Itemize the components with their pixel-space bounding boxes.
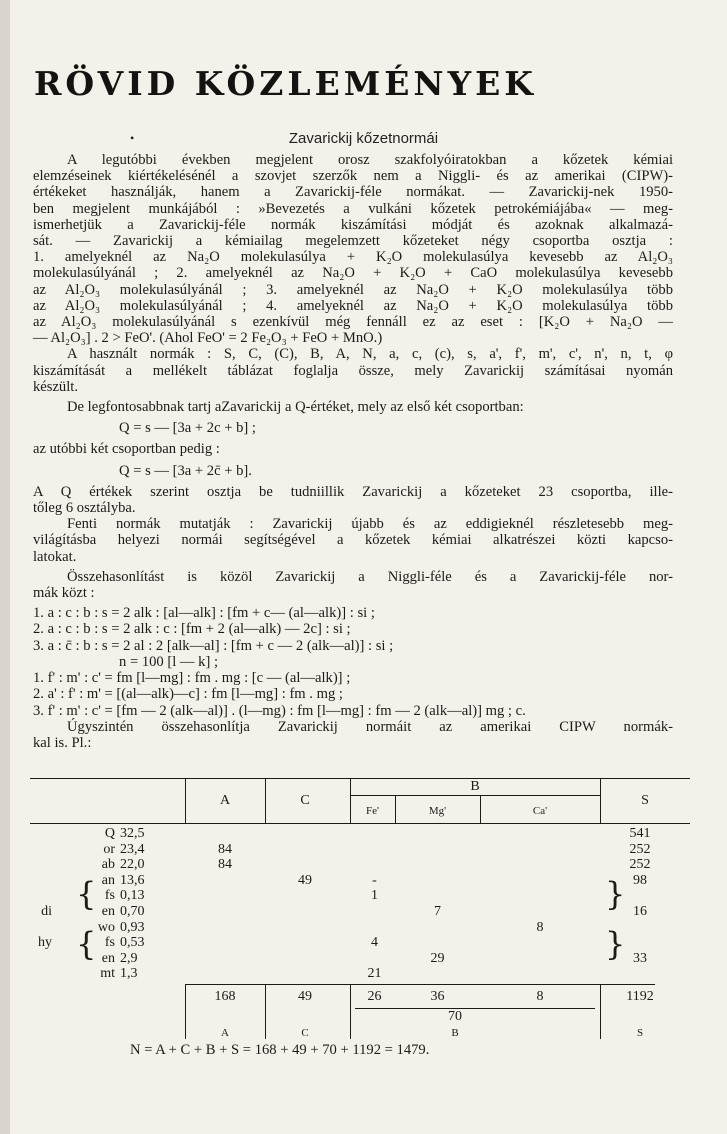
- text-line: készült.: [33, 378, 78, 395]
- table-cell-value: 23,4: [120, 841, 145, 857]
- paragraph-q-values: [33, 484, 673, 516]
- article-title: Zavarickij kőzetnormái: [288, 130, 439, 147]
- table-cell-label: ab: [101, 857, 115, 873]
- text-line: értékeket használják, hanem a Zavarickij-féle normákat. — Zavarickij-nek 1950-: [33, 184, 673, 201]
- text-line: kal is. Pl.:: [33, 734, 92, 751]
- total-fe: 26: [367, 989, 382, 1004]
- text-line: A legutóbbi években megjelent orosz szakfolyóiratokban a kőzetek kémiai: [67, 152, 673, 168]
- text-line: kiszámítását a mellékelt táblázat foglalja össze, mely Zavarickij számításai nyomán: [33, 362, 673, 379]
- header-a: A: [219, 793, 231, 808]
- footer-b: B: [451, 1027, 459, 1039]
- footer-s: S: [636, 1027, 644, 1039]
- table-cell-c: 49: [298, 872, 312, 888]
- text-line: Fenti normák mutatják : Zavarickij újabb és az eddigieknél részletesebb meg-: [67, 516, 673, 533]
- text-line: elemzéseinek kiértékelésénél a szovjet szerzők nem a Niggli- és az amerikai (CIPW)-: [33, 168, 673, 185]
- total-mg: 36: [430, 989, 445, 1004]
- header-mg: Mg': [428, 805, 447, 817]
- table-cell-label: fs: [104, 935, 115, 951]
- text-line: tőleg 6 osztályba.: [33, 500, 136, 517]
- table-cell-s: 16: [633, 904, 647, 919]
- ratio-line: 3. a : c̄ : b : s = 2 al : 2 [alk—al] : [fm + c — 2 (alk—al)] : si ;: [33, 637, 394, 654]
- footer-c: C: [301, 1027, 309, 1039]
- section-heading: RÖVID KÖZLEMÉNYEK: [34, 64, 537, 103]
- equation-q2: Q = s — [3a + 2c̄ + b].: [119, 462, 252, 479]
- article-body: [33, 152, 673, 751]
- table-cell-label: wo: [97, 919, 115, 935]
- table-cell-label: an: [101, 872, 115, 888]
- table-cell-label: mt: [100, 966, 115, 982]
- bullet-mark: •: [130, 131, 135, 145]
- text-line: Összehasonlítást is közöl Zavarickij a Niggli-féle és a Zavarickij-féle nor-: [67, 568, 673, 585]
- text-line: ben megjelent munkájából : »Bevezetés a vulkáni kőzetek petrokémiájába« — meg-: [33, 200, 673, 217]
- header-fe: Fe': [366, 805, 379, 817]
- brace-di: {: [76, 875, 97, 913]
- ratio-line: 1. a : c : b : s = 2 alk : [al—alk] : [fm + c— (al—alk)] : si ;: [33, 605, 375, 622]
- text-line: A használt normák : S, C, (C), B, A, N, a, c, (c), s, a', f', m', c', n', n, t, φ: [67, 346, 673, 363]
- text-line: Úgyszintén összehasonlítja Zavarickij normáit az amerikai CIPW normák-: [67, 718, 673, 735]
- table-cell-a: 84: [218, 857, 232, 873]
- equation-q1: Q = s — [3a + 2c + b] ;: [119, 420, 256, 437]
- prime-ratio-line: 3. f' : m' : c' = [fm — 2 (alk—al)] . (l—mg) : fm [l—mg] : fm — 2 (alk—al)] mg ; c.: [33, 702, 526, 719]
- brace-hy: {: [76, 925, 97, 963]
- brace-s-hy: }: [605, 925, 626, 963]
- header-ca: Ca': [532, 805, 548, 817]
- table-cell-value: 13,6: [120, 872, 145, 888]
- prime-ratio-line: 2. a' : f' : m' = [(al—alk)—c] : fm [l—mg] : fm . mg ;: [33, 686, 343, 703]
- table-cell-value: 0,93: [120, 919, 145, 935]
- paragraph-cipw: [33, 719, 673, 751]
- table-cell-fe: -: [372, 872, 377, 888]
- table-cell-s: 252: [629, 841, 651, 857]
- table-cell-label: en: [101, 950, 115, 966]
- table-cell-value: 22,0: [120, 857, 145, 873]
- table-cell-label: en: [101, 904, 115, 919]
- table-cell-s: 98: [633, 872, 647, 888]
- prime-ratio-line: 1. f' : m' : c' = fm [l—mg] : fm . mg : [c — (al—alk)] ;: [33, 670, 351, 687]
- table-cell-label: Q: [104, 826, 115, 841]
- text-line: 1. amelyeknél az Na₂O molekulasúlya + K₂O molekulasúlya kevesebb az Al₂O₃: [33, 249, 673, 266]
- text-line: De legfontosabbnak tartj aZavarickij a Q-értéket, mely az első két csoportban:: [67, 399, 524, 416]
- table-cell-fe: 21: [367, 966, 382, 982]
- paragraph-norms: [33, 346, 673, 395]
- text-line: az Al₂O₃ molekulasúlyánál ; 4. amelyeknél az Na₂O + K₂O molekulasúlya több: [33, 297, 673, 314]
- table-cell-group: hy: [38, 935, 52, 951]
- brace-s-di: }: [605, 875, 626, 913]
- table-cell-s: 33: [633, 950, 647, 966]
- text-line: ismerhetjük a Zavarickij-féle normák kiszámítási módját és azoknak alkalmazá-: [33, 216, 673, 233]
- footer-a: A: [221, 1027, 229, 1039]
- summation-formula: N = A + C + B + S = 168 + 49 + 70 + 1192 = 1479.: [130, 1042, 430, 1058]
- text-line: az Al₂O₃ molekulasúlyánál s ezenkívül még fennáll ez az eset : [K₂O + Na₂O —: [33, 314, 673, 331]
- total-a: 168: [214, 989, 236, 1004]
- n-equation: n = 100 [l — k] ;: [119, 653, 219, 670]
- table-cell-ca: 8: [536, 919, 544, 935]
- table-cell-s: 541: [629, 826, 651, 841]
- total-b: 70: [448, 1009, 462, 1024]
- paragraph-comparison: [33, 569, 673, 601]
- table-cell-mg: 29: [430, 950, 445, 966]
- total-ca: 8: [536, 989, 544, 1004]
- table-cell-fe: 4: [371, 935, 378, 951]
- table-cell-mg: 7: [434, 904, 441, 919]
- text-line: molekulasúlyánál ; 2. amelyeknél az Na₂O + K₂O + CaO molekulasúlya kevesebb: [33, 265, 673, 282]
- table-cell-a: 84: [218, 841, 232, 857]
- norm-table: [30, 778, 690, 1068]
- table-cell-value: 32,5: [120, 826, 145, 841]
- total-s: 1192: [626, 989, 654, 1004]
- text-line: sát. — Zavarickij a kémiailag megelemzett kőzeteket négy csoportba osztja :: [33, 233, 673, 250]
- header-c: C: [300, 793, 310, 808]
- header-b: B: [470, 779, 480, 794]
- table-cell-label: fs: [104, 888, 115, 904]
- paragraph-intro: [33, 152, 673, 346]
- table-cell-group: di: [41, 904, 52, 919]
- table-cell-label: or: [103, 841, 115, 857]
- ratio-line: 2. a : c : b : s = 2 alk : c : [fm + 2 (al—alk) — 2c] : si ;: [33, 621, 351, 638]
- table-cell-value: 1,3: [120, 966, 138, 982]
- table-cell-value: 0,53: [120, 935, 145, 951]
- text-line: világításba helyezi normái segítségével a kőzetek kémiai alkatrészei közti kapcso-: [33, 532, 673, 549]
- page-edge: [0, 0, 10, 1134]
- text-line: az Al₂O₃ molekulasúlyánál ; 3. amelyeknél az Na₂O + K₂O molekulasúlya több: [33, 281, 673, 298]
- table-cell-s: 252: [629, 857, 651, 873]
- paragraph-conclusion: [33, 516, 673, 565]
- total-c: 49: [298, 989, 312, 1004]
- table-cell-value: 2,9: [120, 950, 138, 966]
- table-cell-value: 0,70: [120, 904, 145, 919]
- table-cell-value: 0,13: [120, 888, 145, 904]
- text-line: mák közt :: [33, 585, 95, 602]
- table-cell-fe: 1: [371, 888, 378, 904]
- text-line: — Al₂O₃] . 2 > FeO'. (Ahol FeO' = 2 Fe₂O₃ + FeO + MnO.): [33, 330, 383, 347]
- text-line: A Q értékek szerint osztja be tudniillik Zavarickij a kőzeteket 23 csoportba, ille-: [33, 483, 673, 500]
- text-line: latokat.: [33, 548, 77, 565]
- header-s: S: [641, 793, 649, 808]
- text-line: az utóbbi két csoportban pedig :: [33, 441, 220, 458]
